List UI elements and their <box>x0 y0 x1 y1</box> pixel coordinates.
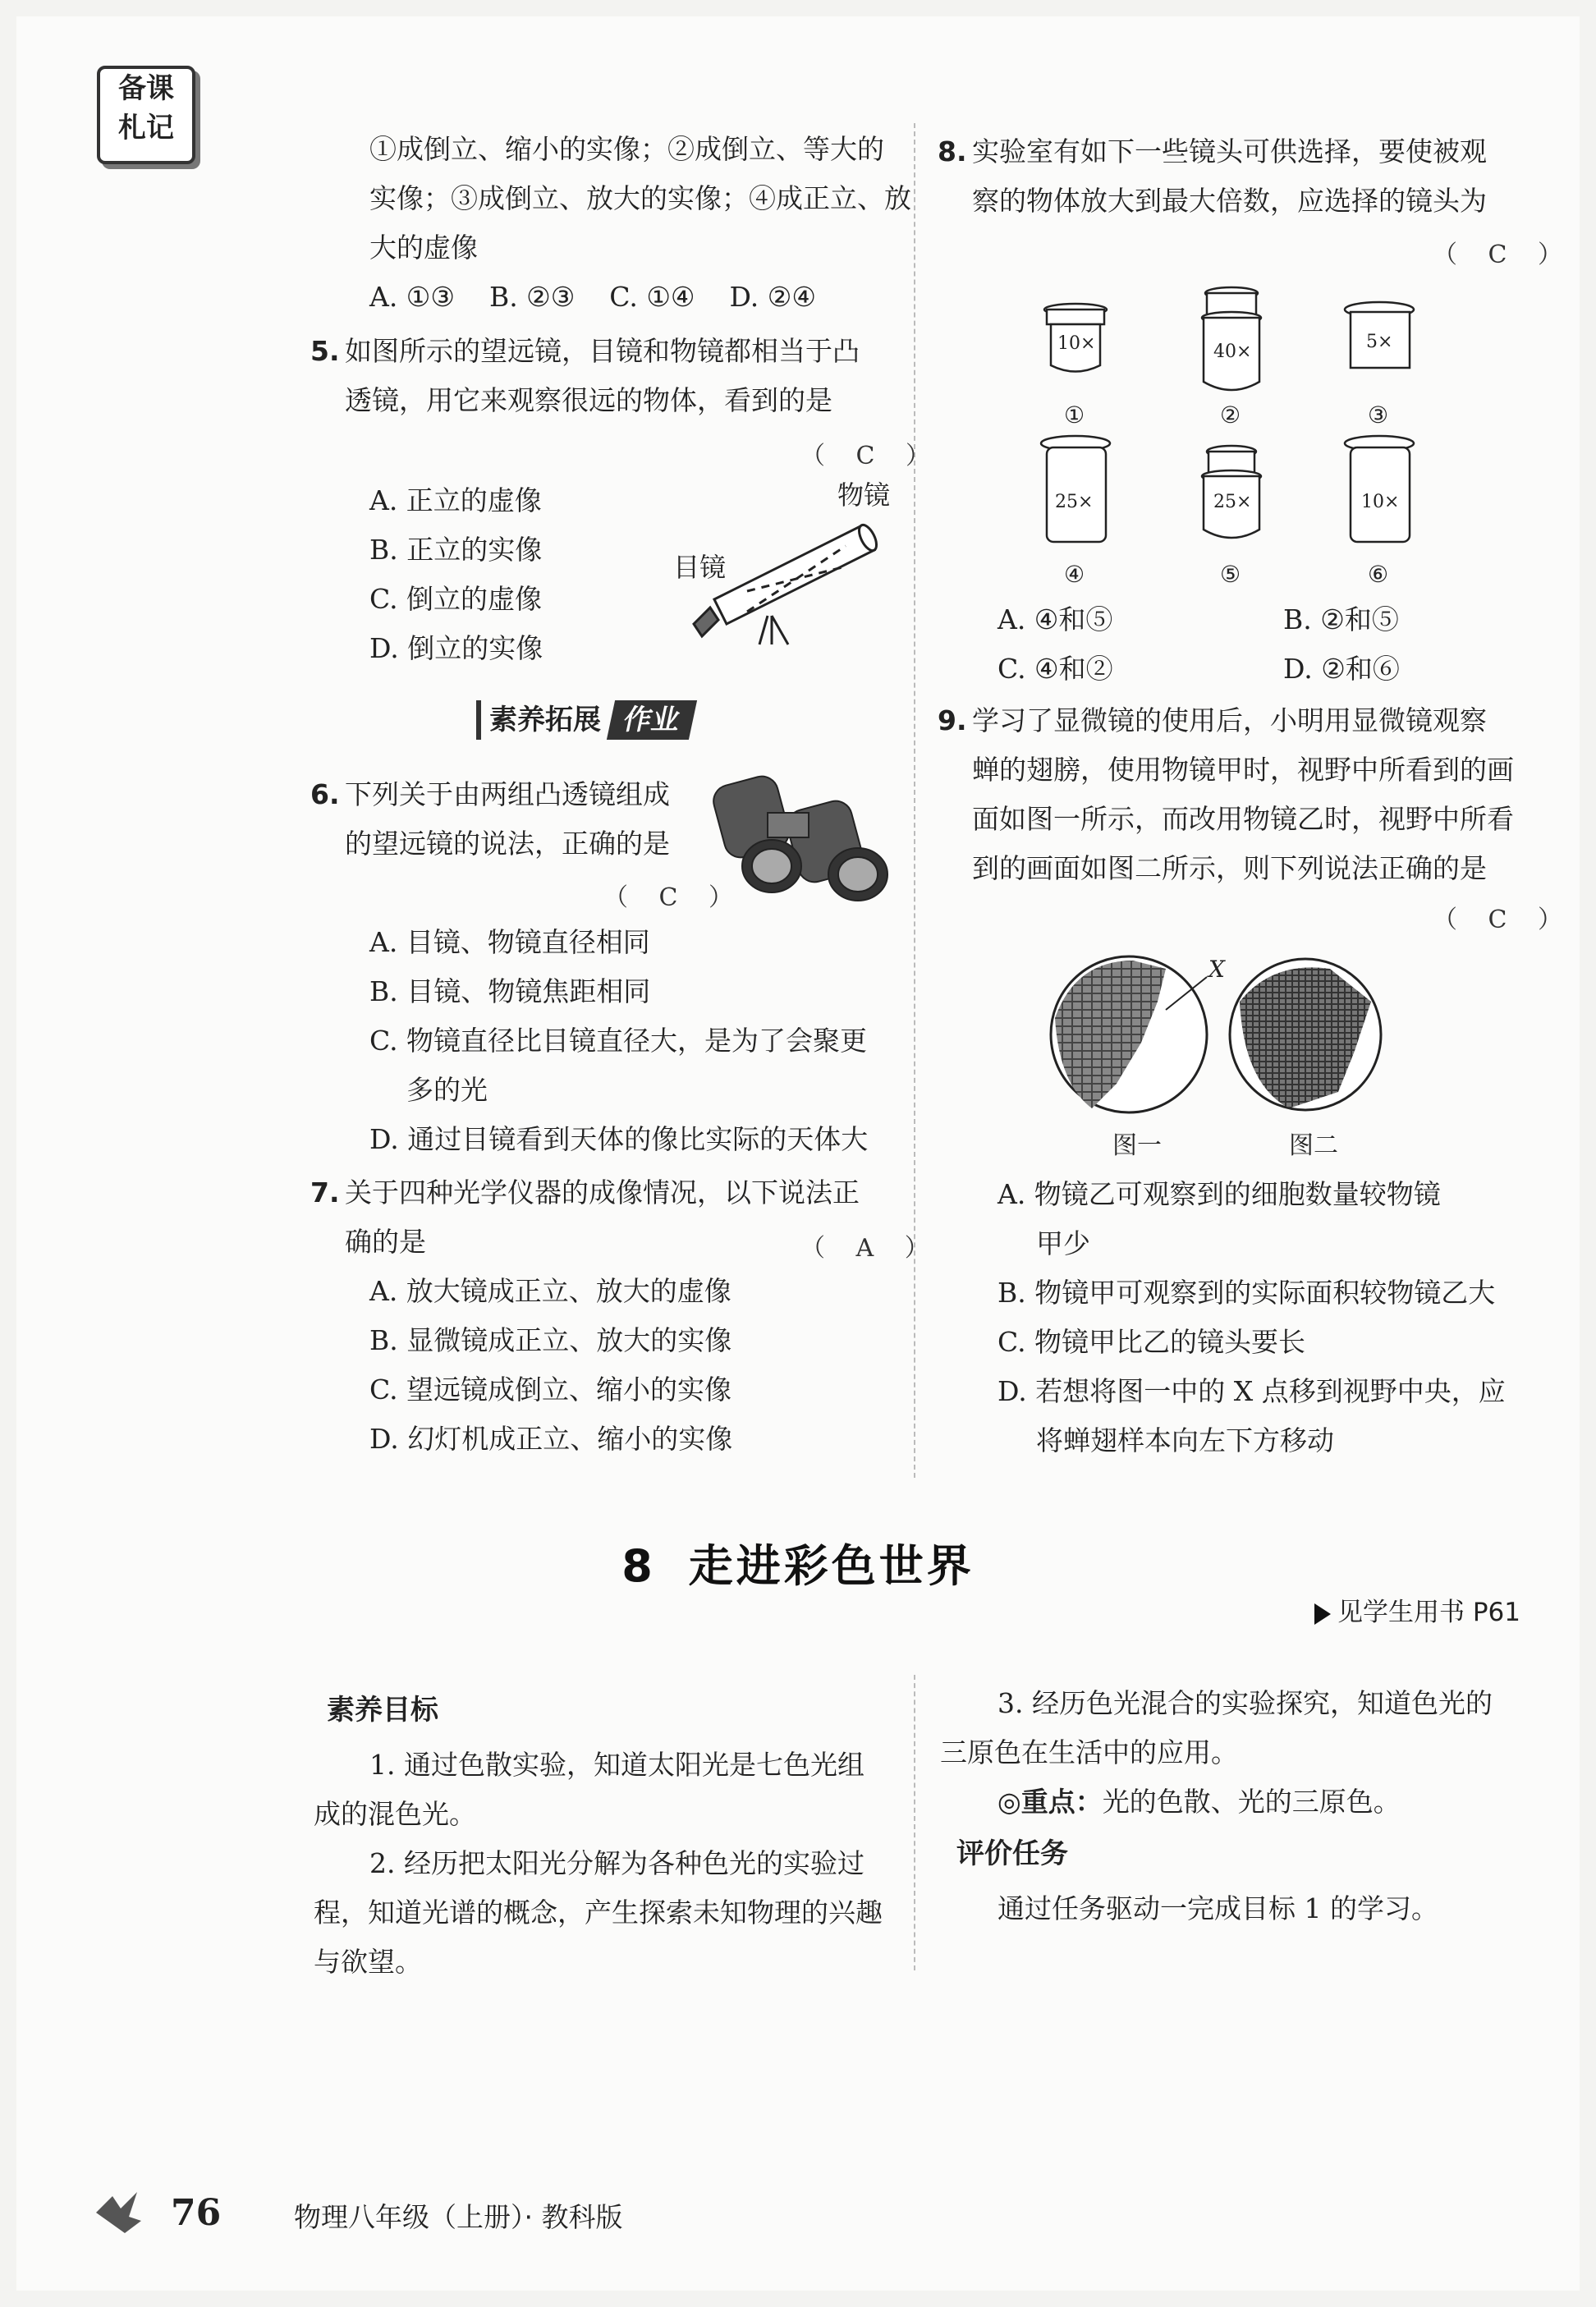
microscope-views-figure <box>1043 952 1420 1166</box>
lens-2-num: ② <box>1220 401 1241 429</box>
q9-number: 9. <box>938 704 967 736</box>
section-title-text: 走进彩色世界 <box>688 1540 975 1592</box>
q8-line-2: 察的物体放大到最大倍数，应选择的镜头为 <box>972 185 1487 217</box>
q8-option-a: A. ④和⑤ <box>998 603 1113 635</box>
q6-option-c: C. 物镜直径比目镜直径大，是为了会聚更 <box>369 1025 868 1057</box>
q7-option-d: D. 幻灯机成正立、缩小的实像 <box>369 1423 733 1455</box>
q8-option-b: B. ②和⑤ <box>1283 603 1399 635</box>
binoculars-image <box>702 764 899 903</box>
q5-number: 5. <box>310 335 340 367</box>
q4-options: A. ①③ B. ②③ C. ①④ D. ②④ <box>369 281 816 313</box>
column-divider <box>914 123 915 1478</box>
q6-answer: （ C ） <box>603 883 745 912</box>
q9-line-2: 蝉的翅膀，使用物镜甲时，视野中所看到的画 <box>972 754 1514 786</box>
telescope-figure <box>657 476 903 649</box>
q6-option-b: B. 目镜、物镜焦距相同 <box>369 975 651 1007</box>
q8-option-d: D. ②和⑥ <box>1283 653 1400 685</box>
q8-option-c: C. ④和② <box>998 653 1113 685</box>
q9-option-a-cont: 甲少 <box>1036 1227 1090 1259</box>
q9-line-3: 面如图一所示，而改用物镜乙时，视野中所看 <box>972 803 1514 835</box>
q7-option-a: A. 放大镜成正立、放大的虚像 <box>369 1275 732 1307</box>
goal-2-line-1: 2. 经历把太阳光分解为各种色光的实验过 <box>369 1847 864 1879</box>
q9-option-b: B. 物镜甲可观察到的实际面积较物镜乙大 <box>998 1277 1496 1309</box>
q9-line-1: 学习了显微镜的使用后，小明用显微镜观察 <box>972 704 1487 736</box>
point-x-label: X <box>1208 956 1225 983</box>
lenses-figure <box>1010 275 1437 599</box>
q5-option-d: D. 倒立的实像 <box>369 632 543 664</box>
q5-line-2: 透镜，用它来观察很远的物体，看到的是 <box>345 384 832 416</box>
key-label: ◎重点： <box>998 1786 1103 1818</box>
q9-option-d: D. 若想将图一中的 X 点移到视野中央，应 <box>998 1375 1506 1407</box>
q7-answer: （ A ） <box>800 1234 941 1263</box>
reference-text: 见学生用书 P61 <box>1337 1598 1520 1627</box>
key-points <box>998 1786 1401 1819</box>
notes-badge <box>97 66 195 164</box>
lens-4-num: ④ <box>1064 561 1085 588</box>
q5-answer: （ C ） <box>800 442 942 470</box>
q4-line-3: 大的虚像 <box>369 232 478 264</box>
section-title <box>0 1531 1596 1594</box>
student-book-reference <box>1314 1591 1520 1628</box>
q7-number: 7. <box>310 1176 340 1209</box>
q5-option-b: B. 正立的实像 <box>369 534 543 566</box>
q6-option-a: A. 目镜、物镜直径相同 <box>369 926 650 958</box>
lens-2-mag: 40× <box>1213 342 1252 362</box>
lens-5-mag: 25× <box>1213 492 1252 512</box>
telescope-eyepiece-label: 目镜 <box>673 552 727 583</box>
goal-1-line-1: 1. 通过色散实验，知道太阳光是七色光组 <box>369 1749 864 1781</box>
q9-option-a: A. 物镜乙可观察到的细胞数量较物镜 <box>998 1178 1441 1210</box>
q5-option-c: C. 倒立的虚像 <box>369 583 543 615</box>
lens-4-mag: 25× <box>1055 492 1094 512</box>
goal-3-line-1: 3. 经历色光混合的实验探究，知道色光的 <box>998 1687 1493 1719</box>
q7-option-b: B. 显微镜成正立、放大的实像 <box>369 1324 732 1356</box>
q7-line-1: 关于四种光学仪器的成像情况，以下说法正 <box>345 1176 860 1209</box>
lens-6-num: ⑥ <box>1368 561 1389 588</box>
q5-option-a: A. 正立的虚像 <box>369 484 542 516</box>
q6-line-2: 的望远镜的说法，正确的是 <box>345 828 670 860</box>
q9-option-c: C. 物镜甲比乙的镜头要长 <box>998 1326 1306 1358</box>
q7-line-2: 确的是 <box>345 1226 426 1258</box>
goal-3-line-2: 三原色在生活中的应用。 <box>940 1736 1238 1768</box>
play-triangle-icon <box>1314 1603 1331 1625</box>
badge-line-1: 备课 <box>118 72 174 105</box>
goal-2-line-3: 与欲望。 <box>314 1946 422 1978</box>
banner-part-1: 素养拓展 <box>476 700 611 740</box>
q6-number: 6. <box>310 778 340 810</box>
lens-1-mag: 10× <box>1057 333 1096 354</box>
q8-line-1: 实验室有如下一些镜头可供选择，要使被观 <box>972 135 1487 167</box>
goal-1-line-2: 成的混色光。 <box>314 1798 476 1830</box>
q8-answer: （ C ） <box>1433 241 1575 269</box>
telescope-objective-label: 物镜 <box>837 479 891 511</box>
q6-line-1: 下列关于由两组凸透镜组成 <box>345 778 670 810</box>
q8-number: 8. <box>938 135 967 167</box>
section-banner <box>476 700 693 740</box>
fig2-label: 图二 <box>1289 1131 1338 1160</box>
book-title: 物理八年级（上册）· 教科版 <box>294 2201 623 2233</box>
goal-2-line-2: 程，知道光谱的概念，产生探索未知物理的兴趣 <box>314 1897 883 1929</box>
q6-option-d: D. 通过目镜看到天体的像比实际的天体大 <box>369 1123 869 1155</box>
q9-line-4: 到的画面如图二所示，则下列说法正确的是 <box>972 852 1487 884</box>
lens-1-num: ① <box>1064 401 1085 429</box>
lens-3-mag: 5× <box>1366 332 1393 352</box>
goals-heading: 素养目标 <box>327 1694 438 1727</box>
section8-divider <box>914 1675 915 1970</box>
q9-answer: （ C ） <box>1433 906 1575 934</box>
page-number: 76 <box>171 2192 222 2234</box>
fig1-label: 图一 <box>1112 1131 1162 1160</box>
q5-line-1: 如图所示的望远镜，目镜和物镜都相当于凸 <box>345 335 860 367</box>
section-number: 8 <box>621 1540 656 1592</box>
q6-option-c-cont: 多的光 <box>406 1074 488 1106</box>
task-heading: 评价任务 <box>956 1837 1068 1870</box>
task-text: 通过任务驱动一完成目标 1 的学习。 <box>998 1892 1438 1924</box>
q9-option-d-cont: 将蝉翅样本向左下方移动 <box>1036 1424 1334 1456</box>
lens-5-num: ⑤ <box>1220 561 1241 588</box>
q4-line-1: ①成倒立、缩小的实像；②成倒立、等大的 <box>369 133 884 165</box>
badge-line-2: 札记 <box>118 112 174 144</box>
banner-part-2: 作业 <box>607 700 697 740</box>
footer-ornament-icon <box>92 2188 149 2237</box>
q4-line-2: 实像；③成倒立、放大的实像；④成正立、放 <box>369 182 911 214</box>
lens-3-num: ③ <box>1368 401 1389 429</box>
key-text: 光的色散、光的三原色。 <box>1102 1786 1401 1818</box>
q7-option-c: C. 望远镜成倒立、缩小的实像 <box>369 1374 732 1406</box>
lens-6-mag: 10× <box>1361 492 1400 512</box>
